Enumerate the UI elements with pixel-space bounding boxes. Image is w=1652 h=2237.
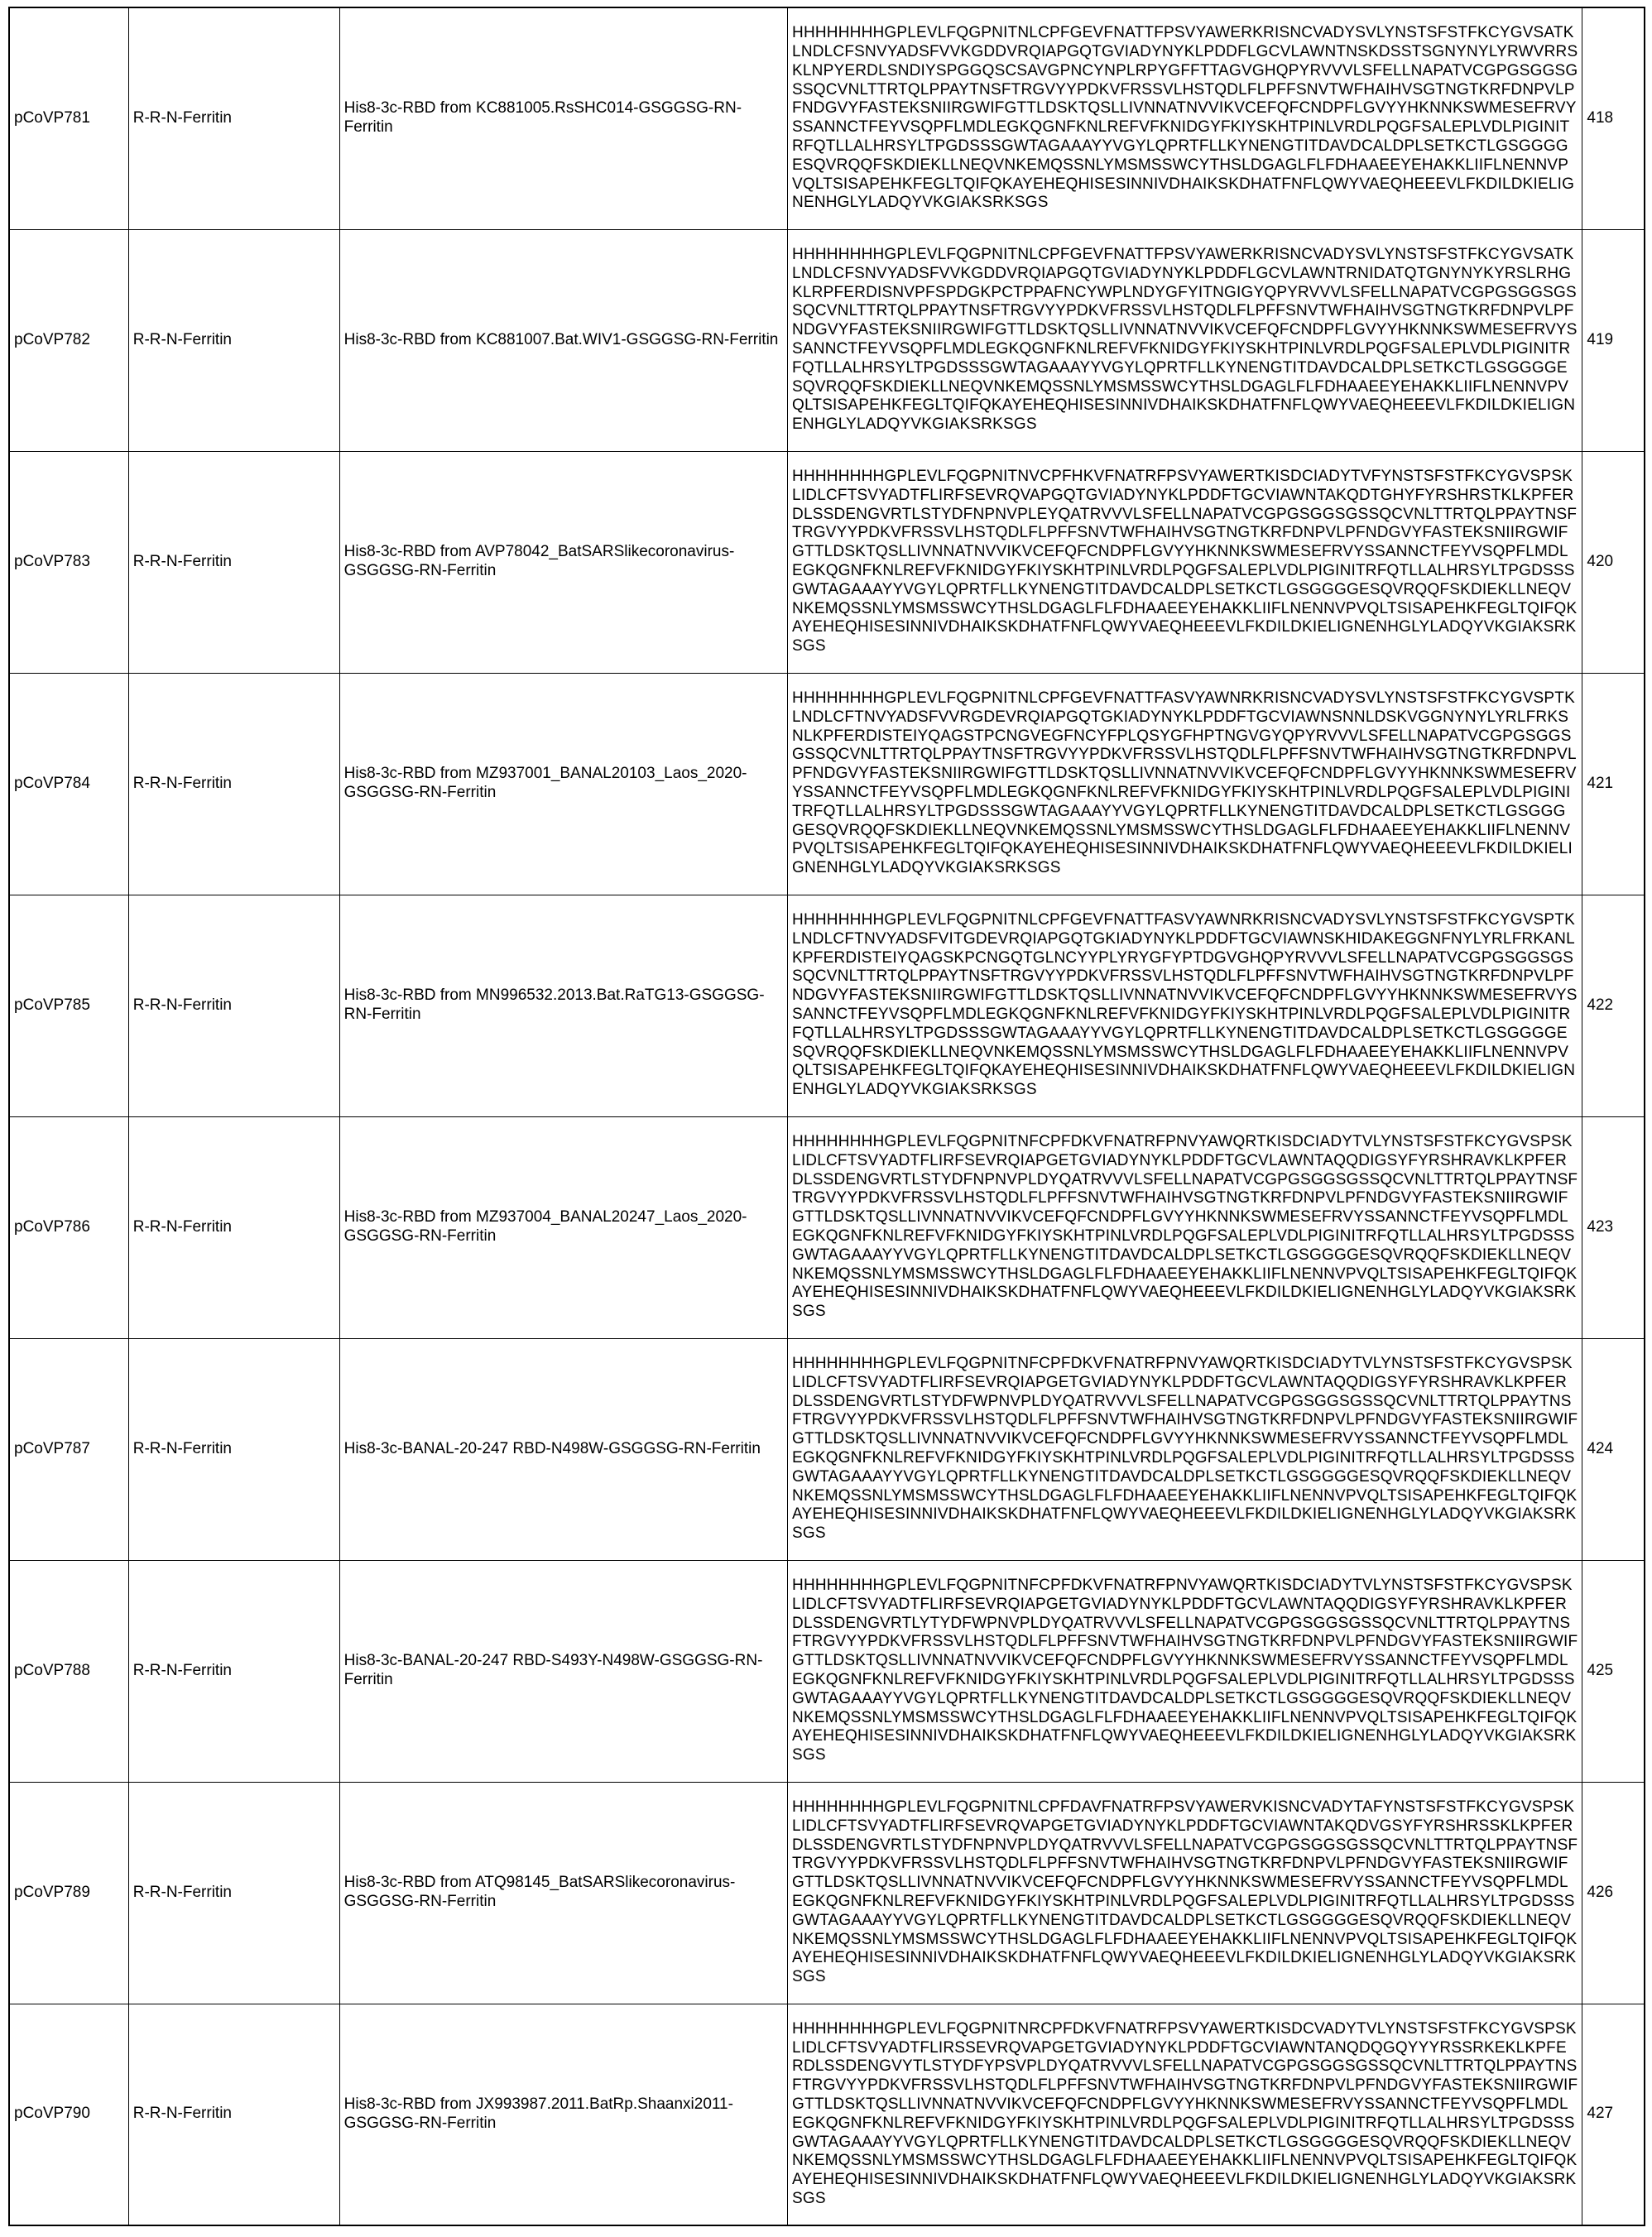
sequence-cell: HHHHHHHHGPLEVLFQGPNITNFCPFDKVFNATRFPNVYAWQRTKISDCIADYTVLYNSTSFSTFKCYGVSPSKLIDLCFTSVYADTFLIRFSEVRQIAPGETGVIADYNYKLPDDFTGCVLAWNTAQQDIGSYFYRSHRAVKLKPFERDLSSDENGVRTLSTYDFWPNVPLDYQATRVVVLSFELLNAPATVCGPGSGGSGSSQCVNLTTRTQLPPAYTNSFTRGVYYPDKVFRSSVLHSTQDLFLPFFSNVTWFHAIHVSGTNGTKRFDNPVLPFNDGVYFASTEKSNIIRGWIFGTTLDSKTQSLLIVNNATNVVIKVCEFQFCNDPFLGVYYHKNNKSWMESEFRVYSSANNCTFEYVSQPFLMDLEGKQGNFKNLREFVFKNIDGYFKIYSKHTPINLVRDLPQGFSALEPLVDLPIGINITRFQTLLALHRSYLTPGDSSSGWTAGAAAYYVGYLQPRTFLLKYNENGTITDAVDCALDPLSETKCTLGSGGGGESQVRQQFSKDIEKLLNEQVNKEMQSSNLYMSMSSWCYTHSLDGAGLFLFDHAAEEYEHAKKLIIFLNENNVPVQLTSISAPEHKFEGLTQIFQKAYEHEQHISESINNIVDHAIKSKDHATFNFLQWYVAEQHEEEVLFKDILDKIELIGNENHGLYLADQYVKGIAKSRKSGS	[788, 1338, 1582, 1560]
table-row	[9, 673, 1645, 895]
table-row	[9, 1116, 1645, 1338]
table-row	[9, 1338, 1645, 1560]
sequence-cell: HHHHHHHHGPLEVLFQGPNITNVCPFHKVFNATRFPSVYAWERTKISDCIADYTVFYNSTSFSTFKCYGVSPSKLIDLCFTSVYADTFLIRFSEVRQVAPGQTGVIADYNYKLPDDFTGCVIAWNTAKQDTGHYFYRSHRSTKLKPFERDLSSDENGVRTLSTYDFNPNVPLEYQATRVVVLSFELLNAPATVCGPGSGGSGSSQCVNLTTRTQLPPAYTNSFTRGVYYPDKVFRSSVLHSTQDLFLPFFSNVTWFHAIHVSGTNGTKRFDNPVLPFNDGVYFASTEKSNIIRGWIFGTTLDSKTQSLLIVNNATNVVIKVCEFQFCNDPFLGVYYHKNNKSWMESEFRVYSSANNCTFEYVSQPFLMDLEGKQGNFKNLREFVFKNIDGYFKIYSKHTPINLVRDLPQGFSALEPLVDLPIGINITRFQTLLALHRSYLTPGDSSSGWTAGAAAYYVGYLQPRTFLLKYNENGTITDAVDCALDPLSETKCTLGSGGGGESQVRQQFSKDIEKLLNEQVNKEMQSSNLYMSMSSWCYTHSLDGAGLFLFDHAAEEYEHAKKLIIFLNENNVPVQLTSISAPEHKFEGLTQIFQKAYEHEQHISESINNIVDHAIKSKDHATFNFLQWYVAEQHEEEVLFKDILDKIELIGNENHGLYLADQYVKGIAKSRKSGS	[788, 451, 1582, 673]
description-cell: His8-3c-BANAL-20-247 RBD-N498W-GSGGSG-RN-Ferritin	[339, 1338, 787, 1560]
sequence-cell: HHHHHHHHGPLEVLFQGPNITNLCPFGEVFNATTFASVYAWNRKRISNCVADYSVLYNSTSFSTFKCYGVSPTKLNDLCFTNVYADSFVVRGDEVRQIAPGQTGKIADYNYKLPDDFTGCVIAWNSNNLDSKVGGNYNYLYRLFRKSNLKPFERDISTEIYQAGSTPCNGVEGFNCYFPLQSYGFHPTNGVGYQPYRVVVLSFELLNAPATVCGPGSGGSGSSQCVNLTTRTQLPPAYTNSFTRGVYYPDKVFRSSVLHSTQDLFLPFFSNVTWFHAIHVSGTNGTKRFDNPVLPFNDGVYFASTEKSNIIRGWIFGTTLDSKTQSLLIVNNATNVVIKVCEFQFCNDPFLGVYYHKNNKSWMESEFRVYSSANNCTFEYVSQPFLMDLEGKQGNFKNLREFVFKNIDGYFKIYSKHTPINLVRDLPQGFSALEPLVDLPIGINITRFQTLLALHRSYLTPGDSSSGWTAGAAAYYVGYLQPRTFLLKYNENGTITDAVDCALDPLSETKCTLGSGGGGESQVRQQFSKDIEKLLNEQVNKEMQSSNLYMSMSSWCYTHSLDGAGLFLFDHAAEEYEHAKKLIIFLNENNVPVQLTSISAPEHKFEGLTQIFQKAYEHEQHISESINNIVDHAIKSKDHATFNFLQWYVAEQHEEEVLFKDILDKIELIGNENHGLYLADQYVKGIAKSRKSGS	[788, 673, 1582, 895]
sequence-cell: HHHHHHHHGPLEVLFQGPNITNFCPFDKVFNATRFPNVYAWQRTKISDCIADYTVLYNSTSFSTFKCYGVSPSKLIDLCFTSVYADTFLIRFSEVRQIAPGETGVIADYNYKLPDDFTGCVLAWNTAQQDIGSYFYRSHRAVKLKPFERDLSSDENGVRTLYTYDFWPNVPLDYQATRVVVLSFELLNAPATVCGPGSGGSGSSQCVNLTTRTQLPPAYTNSFTRGVYYPDKVFRSSVLHSTQDLFLPFFSNVTWFHAIHVSGTNGTKRFDNPVLPFNDGVYFASTEKSNIIRGWIFGTTLDSKTQSLLIVNNATNVVIKVCEFQFCNDPFLGVYYHKNNKSWMESEFRVYSSANNCTFEYVSQPFLMDLEGKQGNFKNLREFVFKNIDGYFKIYSKHTPINLVRDLPQGFSALEPLVDLPIGINITRFQTLLALHRSYLTPGDSSSGWTAGAAAYYVGYLQPRTFLLKYNENGTITDAVDCALDPLSETKCTLGSGGGGESQVRQQFSKDIEKLLNEQVNKEMQSSNLYMSMSSWCYTHSLDGAGLFLFDHAAEEYEHAKKLIIFLNENNVPVQLTSISAPEHKFEGLTQIFQKAYEHEQHISESINNIVDHAIKSKDHATFNFLQWYVAEQHEEEVLFKDILDKIELIGNENHGLYLADQYVKGIAKSRKSGS	[788, 1560, 1582, 1782]
plasmid-constructs-table	[8, 7, 1645, 2226]
description-cell: His8-3c-RBD from KC881005.RsSHC014-GSGGSG-RN-Ferritin	[339, 7, 787, 229]
plasmid-id-cell: pCoVP784	[9, 673, 128, 895]
table-row	[9, 451, 1645, 673]
description-cell: His8-3c-RBD from MN996532.2013.Bat.RaTG13-GSGGSG-RN-Ferritin	[339, 895, 787, 1116]
index-cell: 419	[1582, 229, 1645, 451]
category-cell: R-R-N-Ferritin	[128, 1116, 339, 1338]
description-cell: His8-3c-RBD from MZ937001_BANAL20103_Laos_2020-GSGGSG-RN-Ferritin	[339, 673, 787, 895]
category-cell: R-R-N-Ferritin	[128, 7, 339, 229]
plasmid-id-cell: pCoVP788	[9, 1560, 128, 1782]
description-cell: His8-3c-RBD from ATQ98145_BatSARSlikecoronavirus-GSGGSG-RN-Ferritin	[339, 1782, 787, 2004]
index-cell: 423	[1582, 1116, 1645, 1338]
plasmid-id-cell: pCoVP786	[9, 1116, 128, 1338]
sequence-cell: HHHHHHHHGPLEVLFQGPNITNFCPFDKVFNATRFPNVYAWQRTKISDCIADYTVLYNSTSFSTFKCYGVSPSKLIDLCFTSVYADTFLIRFSEVRQIAPGETGVIADYNYKLPDDFTGCVLAWNTAQQDIGSYFYRSHRAVKLKPFERDLSSDENGVRTLSTYDFNPNVPLDYQATRVVVLSFELLNAPATVCGPGSGGSGSSQCVNLTTRTQLPPAYTNSFTRGVYYPDKVFRSSVLHSTQDLFLPFFSNVTWFHAIHVSGTNGTKRFDNPVLPFNDGVYFASTEKSNIIRGWIFGTTLDSKTQSLLIVNNATNVVIKVCEFQFCNDPFLGVYYHKNNKSWMESEFRVYSSANNCTFEYVSQPFLMDLEGKQGNFKNLREFVFKNIDGYFKIYSKHTPINLVRDLPQGFSALEPLVDLPIGINITRFQTLLALHRSYLTPGDSSSGWTAGAAAYYVGYLQPRTFLLKYNENGTITDAVDCALDPLSETKCTLGSGGGGESQVRQQFSKDIEKLLNEQVNKEMQSSNLYMSMSSWCYTHSLDGAGLFLFDHAAEEYEHAKKLIIFLNENNVPVQLTSISAPEHKFEGLTQIFQKAYEHEQHISESINNIVDHAIKSKDHATFNFLQWYVAEQHEEEVLFKDILDKIELIGNENHGLYLADQYVKGIAKSRKSGS	[788, 1116, 1582, 1338]
description-cell: His8-3c-BANAL-20-247 RBD-S493Y-N498W-GSGGSG-RN-Ferritin	[339, 1560, 787, 1782]
table-row	[9, 7, 1645, 229]
index-cell: 422	[1582, 895, 1645, 1116]
plasmid-id-cell: pCoVP789	[9, 1782, 128, 2004]
category-cell: R-R-N-Ferritin	[128, 1338, 339, 1560]
index-cell: 427	[1582, 2004, 1645, 2225]
table-row	[9, 1782, 1645, 2004]
sequence-cell: HHHHHHHHGPLEVLFQGPNITNRCPFDKVFNATRFPSVYAWERTKISDCVADYTVLYNSTSFSTFKCYGVSPSKLIDLCFTSVYADTFLIRSSEVRQVAPGETGVIADYNYKLPDDFTGCVIAWNTANQDQGQYYYRSSRKEKLKPFERDLSSDENGVYTLSTYDFYPSVPLDYQATRVVVLSFELLNAPATVCGPGSGGSGSSQCVNLTTRTQLPPAYTNSFTRGVYYPDKVFRSSVLHSTQDLFLPFFSNVTWFHAIHVSGTNGTKRFDNPVLPFNDGVYFASTEKSNIIRGWIFGTTLDSKTQSLLIVNNATNVVIKVCEFQFCNDPFLGVYYHKNNKSWMESEFRVYSSANNCTFEYVSQPFLMDLEGKQGNFKNLREFVFKNIDGYFKIYSKHTPINLVRDLPQGFSALEPLVDLPIGINITRFQTLLALHRSYLTPGDSSSGWTAGAAAYYVGYLQPRTFLLKYNENGTITDAVDCALDPLSETKCTLGSGGGGESQVRQQFSKDIEKLLNEQVNKEMQSSNLYMSMSSWCYTHSLDGAGLFLFDHAAEEYEHAKKLIIFLNENNVPVQLTSISAPEHKFEGLTQIFQKAYEHEQHISESINNIVDHAIKSKDHATFNFLQWYVAEQHEEEVLFKDILDKIELIGNENHGLYLADQYVKGIAKSRKSGS	[788, 2004, 1582, 2225]
index-cell: 418	[1582, 7, 1645, 229]
description-cell: His8-3c-RBD from AVP78042_BatSARSlikecoronavirus-GSGGSG-RN-Ferritin	[339, 451, 787, 673]
description-cell: His8-3c-RBD from MZ937004_BANAL20247_Laos_2020-GSGGSG-RN-Ferritin	[339, 1116, 787, 1338]
category-cell: R-R-N-Ferritin	[128, 2004, 339, 2225]
index-cell: 420	[1582, 451, 1645, 673]
category-cell: R-R-N-Ferritin	[128, 1560, 339, 1782]
index-cell: 421	[1582, 673, 1645, 895]
plasmid-id-cell: pCoVP782	[9, 229, 128, 451]
table-row	[9, 895, 1645, 1116]
plasmid-id-cell: pCoVP785	[9, 895, 128, 1116]
index-cell: 425	[1582, 1560, 1645, 1782]
plasmid-id-cell: pCoVP783	[9, 451, 128, 673]
category-cell: R-R-N-Ferritin	[128, 1782, 339, 2004]
sequence-cell: HHHHHHHHGPLEVLFQGPNITNLCPFGEVFNATTFPSVYAWERKRISNCVADYSVLYNSTSFSTFKCYGVSATKLNDLCFSNVYADSFVVKGDDVRQIAPGQTGVIADYNYKLPDDFLGCVLAWNTRNIDATQTGNYNYKYRSLRHGKLRPFERDISNVPFSPDGKPCTPPAFNCYWPLNDYGFYITNGIGYQPYRVVVLSFELLNAPATVCGPGSGGSGSSQCVNLTTRTQLPPAYTNSFTRGVYYPDKVFRSSVLHSTQDLFLPFFSNVTWFHAIHVSGTNGTKRFDNPVLPFNDGVYFASTEKSNIIRGWIFGTTLDSKTQSLLIVNNATNVVIKVCEFQFCNDPFLGVYYHKNNKSWMESEFRVYSSANNCTFEYVSQPFLMDLEGKQGNFKNLREFVFKNIDGYFKIYSKHTPINLVRDLPQGFSALEPLVDLPIGINITRFQTLLALHRSYLTPGDSSSGWTAGAAAYYVGYLQPRTFLLKYNENGTITDAVDCALDPLSETKCTLGSGGGGESQVRQQFSKDIEKLLNEQVNKEMQSSNLYMSMSSWCYTHSLDGAGLFLFDHAAEEYEHAKKLIIFLNENNVPVQLTSISAPEHKFEGLTQIFQKAYEHEQHISESINNIVDHAIKSKDHATFNFLQWYVAEQHEEEVLFKDILDKIELIGNENHGLYLADQYVKGIAKSRKSGS	[788, 229, 1582, 451]
sequence-cell: HHHHHHHHGPLEVLFQGPNITNLCPFGEVFNATTFASVYAWNRKRISNCVADYSVLYNSTSFSTFKCYGVSPTKLNDLCFTNVYADSFVITGDEVRQIAPGQTGKIADYNYKLPDDFTGCVIAWNSKHIDAKEGGNFNYLYRLFRKANLKPFERDISTEIYQAGSKPCNGQTGLNCYYPLYRYGFYPTDGVGHQPYRVVVLSFELLNAPATVCGPGSGGSGSSQCVNLTTRTQLPPAYTNSFTRGVYYPDKVFRSSVLHSTQDLFLPFFSNVTWFHAIHVSGTNGTKRFDNPVLPFNDGVYFASTEKSNIIRGWIFGTTLDSKTQSLLIVNNATNVVIKVCEFQFCNDPFLGVYYHKNNKSWMESEFRVYSSANNCTFEYVSQPFLMDLEGKQGNFKNLREFVFKNIDGYFKIYSKHTPINLVRDLPQGFSALEPLVDLPIGINITRFQTLLALHRSYLTPGDSSSGWTAGAAAYYVGYLQPRTFLLKYNENGTITDAVDCALDPLSETKCTLGSGGGGESQVRQQFSKDIEKLLNEQVNKEMQSSNLYMSMSSWCYTHSLDGAGLFLFDHAAEEYEHAKKLIIFLNENNVPVQLTSISAPEHKFEGLTQIFQKAYEHEQHISESINNIVDHAIKSKDHATFNFLQWYVAEQHEEEVLFKDILDKIELIGNENHGLYLADQYVKGIAKSRKSGS	[788, 895, 1582, 1116]
category-cell: R-R-N-Ferritin	[128, 451, 339, 673]
category-cell: R-R-N-Ferritin	[128, 229, 339, 451]
description-cell: His8-3c-RBD from KC881007.Bat.WIV1-GSGGSG-RN-Ferritin	[339, 229, 787, 451]
index-cell: 424	[1582, 1338, 1645, 1560]
plasmid-id-cell: pCoVP790	[9, 2004, 128, 2225]
category-cell: R-R-N-Ferritin	[128, 895, 339, 1116]
table-row	[9, 2004, 1645, 2225]
description-cell: His8-3c-RBD from JX993987.2011.BatRp.Shaanxi2011-GSGGSG-RN-Ferritin	[339, 2004, 787, 2225]
index-cell: 426	[1582, 1782, 1645, 2004]
plasmid-id-cell: pCoVP787	[9, 1338, 128, 1560]
table-row	[9, 1560, 1645, 1782]
table-body	[9, 7, 1645, 2225]
category-cell: R-R-N-Ferritin	[128, 673, 339, 895]
sequence-cell: HHHHHHHHGPLEVLFQGPNITNLCPFGEVFNATTFPSVYAWERKRISNCVADYSVLYNSTSFSTFKCYGVSATKLNDLCFSNVYADSFVVKGDDVRQIAPGQTGVIADYNYKLPDDFLGCVLAWNTNSKDSSTSGNYNYLYRWVRRSKLNPYERDLSNDIYSPGGQSCSAVGPNCYNPLRPYGFFTTAGVGHQPYRVVVLSFELLNAPATVCGPGSGGSGSSQCVNLTTRTQLPPAYTNSFTRGVYYPDKVFRSSVLHSTQDLFLPFFSNVTWFHAIHVSGTNGTKRFDNPVLPFNDGVYFASTEKSNIIRGWIFGTTLDSKTQSLLIVNNATNVVIKVCEFQFCNDPFLGVYYHKNNKSWMESEFRVYSSANNCTFEYVSQPFLMDLEGKQGNFKNLREFVFKNIDGYFKIYSKHTPINLVRDLPQGFSALEPLVDLPIGINITRFQTLLALHRSYLTPGDSSSGWTAGAAAYYVGYLQPRTFLLKYNENGTITDAVDCALDPLSETKCTLGSGGGGESQVRQQFSKDIEKLLNEQVNKEMQSSNLYMSMSSWCYTHSLDGAGLFLFDHAAEEYEHAKKLIIFLNENNVPVQLTSISAPEHKFEGLTQIFQKAYEHEQHISESINNIVDHAIKSKDHATFNFLQWYVAEQHEEEVLFKDILDKIELIGNENHGLYLADQYVKGIAKSRKSGS	[788, 7, 1582, 229]
sequence-cell: HHHHHHHHGPLEVLFQGPNITNLCPFDAVFNATRFPSVYAWERVKISNCVADYTAFYNSTSFSTFKCYGVSPSKLIDLCFTSVYADTFLIRFSEVRQVAPGETGVIADYNYKLPDDFTGCVIAWNTAKQDVGSYFYRSHRSSKLKPFERDLSSDENGVRTLSTYDFNPNVPLDYQATRVVVLSFELLNAPATVCGPGSGGSGSSQCVNLTTRTQLPPAYTNSFTRGVYYPDKVFRSSVLHSTQDLFLPFFSNVTWFHAIHVSGTNGTKRFDNPVLPFNDGVYFASTEKSNIIRGWIFGTTLDSKTQSLLIVNNATNVVIKVCEFQFCNDPFLGVYYHKNNKSWMESEFRVYSSANNCTFEYVSQPFLMDLEGKQGNFKNLREFVFKNIDGYFKIYSKHTPINLVRDLPQGFSALEPLVDLPIGINITRFQTLLALHRSYLTPGDSSSGWTAGAAAYYVGYLQPRTFLLKYNENGTITDAVDCALDPLSETKCTLGSGGGGESQVRQQFSKDIEKLLNEQVNKEMQSSNLYMSMSSWCYTHSLDGAGLFLFDHAAEEYEHAKKLIIFLNENNVPVQLTSISAPEHKFEGLTQIFQKAYEHEQHISESINNIVDHAIKSKDHATFNFLQWYVAEQHEEEVLFKDILDKIELIGNENHGLYLADQYVKGIAKSRKSGS	[788, 1782, 1582, 2004]
table-row	[9, 229, 1645, 451]
plasmid-id-cell: pCoVP781	[9, 7, 128, 229]
